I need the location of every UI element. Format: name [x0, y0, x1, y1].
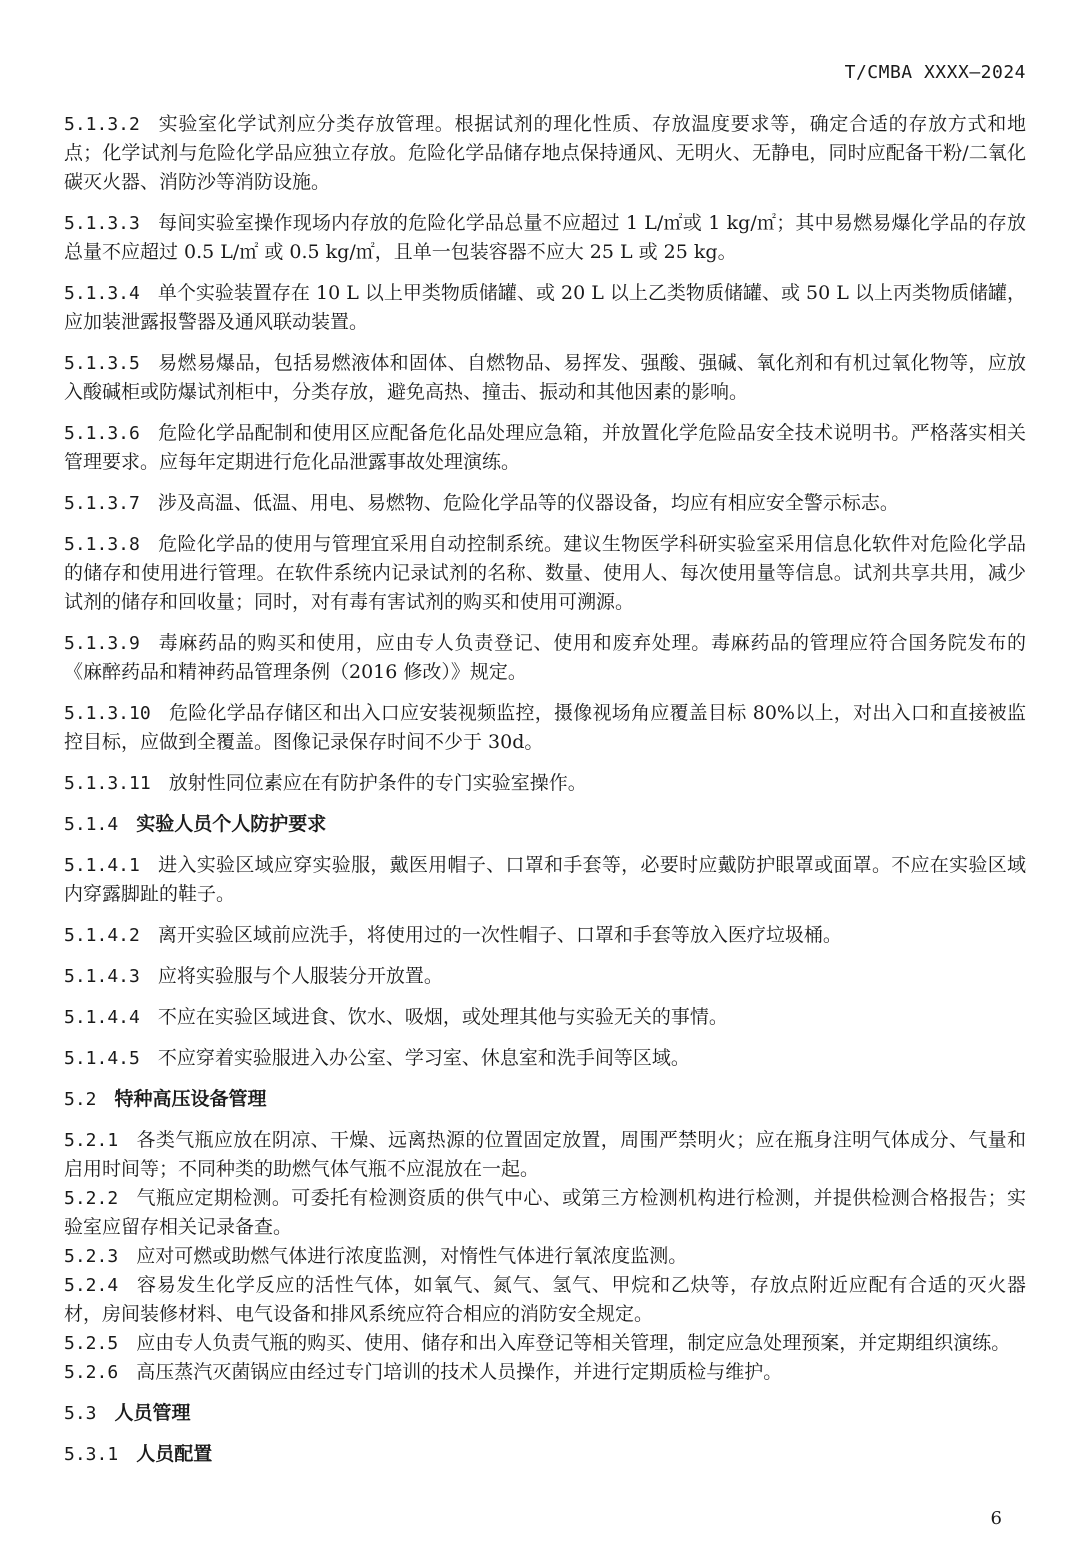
clause-text: 气瓶应定期检测。可委托有检测资质的供气中心、或第三方检测机构进行检测，并提供检测合格报告；实验室应留存相关记录备查。: [64, 1187, 1026, 1238]
clause-number: 5.1.3.5: [64, 353, 140, 374]
clause-paragraph: [64, 921, 1026, 950]
clause-text: 毒麻药品的购买和使用，应由专人负责登记、使用和废弃处理。毒麻药品的管理应符合国务院发布的《麻醉药品和精神药品管理条例（2016 修改）》规定。: [64, 632, 1026, 683]
clause-paragraph: [64, 110, 1026, 197]
clause-paragraph: [64, 629, 1026, 687]
clause-paragraph: [64, 489, 1026, 518]
clause-text: 每间实验室操作现场内存放的危险化学品总量不应超过 1 L/㎡或 1 kg/㎡；其中易燃易爆化学品的存放总量不应超过 0.5 L/㎡ 或 0.5 kg/㎡，且单一包装容器不应大 25 L 或 25 kg。: [64, 212, 1026, 263]
clause-number: 5.2.1: [64, 1130, 119, 1151]
clause-text: 特种高压设备管理: [114, 1088, 267, 1110]
document-code: T/CMBA XXXX—2024: [844, 62, 1026, 83]
clause-text: 不应穿着实验服进入办公室、学习室、休息室和洗手间等区域。: [157, 1047, 690, 1069]
clause-text: 离开实验区域前应洗手，将使用过的一次性帽子、口罩和手套等放入医疗垃圾桶。: [157, 924, 842, 946]
clause-number: 5.1.3.4: [64, 283, 140, 304]
clause-number: 5.1.3.3: [64, 213, 140, 234]
clause-paragraph: [64, 1044, 1026, 1073]
clause-number: 5.2: [64, 1089, 97, 1110]
clause-text: 高压蒸汽灭菌锅应由经过专门培训的技术人员操作，并进行定期质检与维护。: [136, 1361, 783, 1383]
clause-paragraph: [64, 530, 1026, 617]
clause-text: 放射性同位素应在有防护条件的专门实验室操作。: [168, 772, 587, 794]
clause-number: 5.1.3.7: [64, 493, 140, 514]
clause-paragraph: [64, 209, 1026, 267]
section-heading: [64, 810, 1026, 839]
clause-paragraph: [64, 1184, 1026, 1242]
clause-text: 危险化学品存储区和出入口应安装视频监控，摄像视场角应覆盖目标 80%以上，对出入口和直接被监控目标，应做到全覆盖。图像记录保存时间不少于 30d。: [64, 702, 1026, 753]
clause-text: 应将实验服与个人服装分开放置。: [157, 965, 443, 987]
clause-number: 5.3.1: [64, 1444, 119, 1465]
clause-number: 5.1.3.6: [64, 423, 140, 444]
clause-text: 不应在实验区域进食、饮水、吸烟，或处理其他与实验无关的事情。: [157, 1006, 728, 1028]
section-heading: [64, 1440, 1026, 1469]
clause-paragraph: [64, 769, 1026, 798]
clause-paragraph: [64, 699, 1026, 757]
clause-number: 5.1.3.11: [64, 773, 151, 794]
clause-paragraph: [64, 279, 1026, 337]
clause-number: 5.3: [64, 1403, 97, 1424]
page-number: 6: [990, 1508, 1002, 1529]
clause-text: 容易发生化学反应的活性气体，如氧气、氮气、氢气、甲烷和乙炔等，存放点附近应配有合适的灭火器材，房间装修材料、电气设备和排风系统应符合相应的消防安全规定。: [64, 1274, 1026, 1325]
clause-paragraph: [64, 962, 1026, 991]
clause-paragraph: [64, 1329, 1026, 1358]
clause-paragraph: [64, 1358, 1026, 1387]
clause-number: 5.1.3.8: [64, 534, 140, 555]
clause-paragraph: [64, 349, 1026, 407]
clause-number: 5.1.4.1: [64, 855, 140, 876]
clause-paragraph: [64, 851, 1026, 909]
clause-text: 人员管理: [114, 1402, 191, 1424]
clause-text: 各类气瓶应放在阴凉、干燥、远离热源的位置固定放置，周围严禁明火；应在瓶身注明气体成分、气量和启用时间等；不同种类的助燃气体气瓶不应混放在一起。: [64, 1129, 1026, 1180]
section-heading: [64, 1399, 1026, 1428]
clause-text: 单个实验装置存在 10 L 以上甲类物质储罐、或 20 L 以上乙类物质储罐、或 50 L 以上丙类物质储罐，应加装泄露报警器及通风联动装置。: [64, 282, 1026, 333]
clause-text: 易燃易爆品，包括易燃液体和固体、自燃物品、易挥发、强酸、强碱、氧化剂和有机过氧化物等，应放入酸碱柜或防爆试剂柜中，分类存放，避免高热、撞击、振动和其他因素的影响。: [64, 352, 1026, 403]
clause-number: 5.1.4.5: [64, 1048, 140, 1069]
clause-text: 实验人员个人防护要求: [136, 813, 327, 835]
clause-number: 5.2.6: [64, 1362, 119, 1383]
clause-number: 5.1.4: [64, 814, 119, 835]
clause-number: 5.1.4.2: [64, 925, 140, 946]
clause-number: 5.2.2: [64, 1188, 119, 1209]
clause-paragraph: [64, 419, 1026, 477]
clause-text: 涉及高温、低温、用电、易燃物、危险化学品等的仪器设备，均应有相应安全警示标志。: [157, 492, 899, 514]
clause-number: 5.2.5: [64, 1333, 119, 1354]
clause-text: 应由专人负责气瓶的购买、使用、储存和出入库登记等相关管理，制定应急处理预案，并定期组织演练。: [136, 1332, 1011, 1354]
clause-text: 危险化学品配制和使用区应配备危化品处理应急箱，并放置化学危险品安全技术说明书。严格落实相关管理要求。应每年定期进行危化品泄露事故处理演练。: [64, 422, 1026, 473]
clause-number: 5.2.4: [64, 1275, 119, 1296]
clause-paragraph: [64, 1242, 1026, 1271]
section-heading: [64, 1085, 1026, 1114]
clause-number: 5.1.4.4: [64, 1007, 140, 1028]
clause-text: 危险化学品的使用与管理宜采用自动控制系统。建议生物医学科研实验室采用信息化软件对危险化学品的储存和使用进行管理。在软件系统内记录试剂的名称、数量、使用人、每次使用量等信息。试剂共享共用，减少试剂的储存和回收量；同时，对有毒有害试剂的购买和使用可溯源。: [64, 533, 1026, 613]
clause-number: 5.1.3.9: [64, 633, 140, 654]
clause-text: 人员配置: [136, 1443, 213, 1465]
document-body: [64, 110, 1026, 1481]
clause-paragraph: [64, 1271, 1026, 1329]
clause-number: 5.1.3.2: [64, 114, 140, 135]
clause-number: 5.1.3.10: [64, 703, 151, 724]
clause-number: 5.1.4.3: [64, 966, 140, 987]
clause-text: 进入实验区域应穿实验服，戴医用帽子、口罩和手套等，必要时应戴防护眼罩或面罩。不应在实验区域内穿露脚趾的鞋子。: [64, 854, 1026, 905]
clause-paragraph: [64, 1126, 1026, 1184]
clause-number: 5.2.3: [64, 1246, 119, 1267]
clause-paragraph: [64, 1003, 1026, 1032]
clause-text: 实验室化学试剂应分类存放管理。根据试剂的理化性质、存放温度要求等，确定合适的存放方式和地点；化学试剂与危险化学品应独立存放。危险化学品储存地点保持通风、无明火、无静电，同时应配备干粉/二氧化碳灭火器、消防沙等消防设施。: [64, 113, 1026, 193]
clause-text: 应对可燃或助燃气体进行浓度监测，对惰性气体进行氧浓度监测。: [136, 1245, 688, 1267]
